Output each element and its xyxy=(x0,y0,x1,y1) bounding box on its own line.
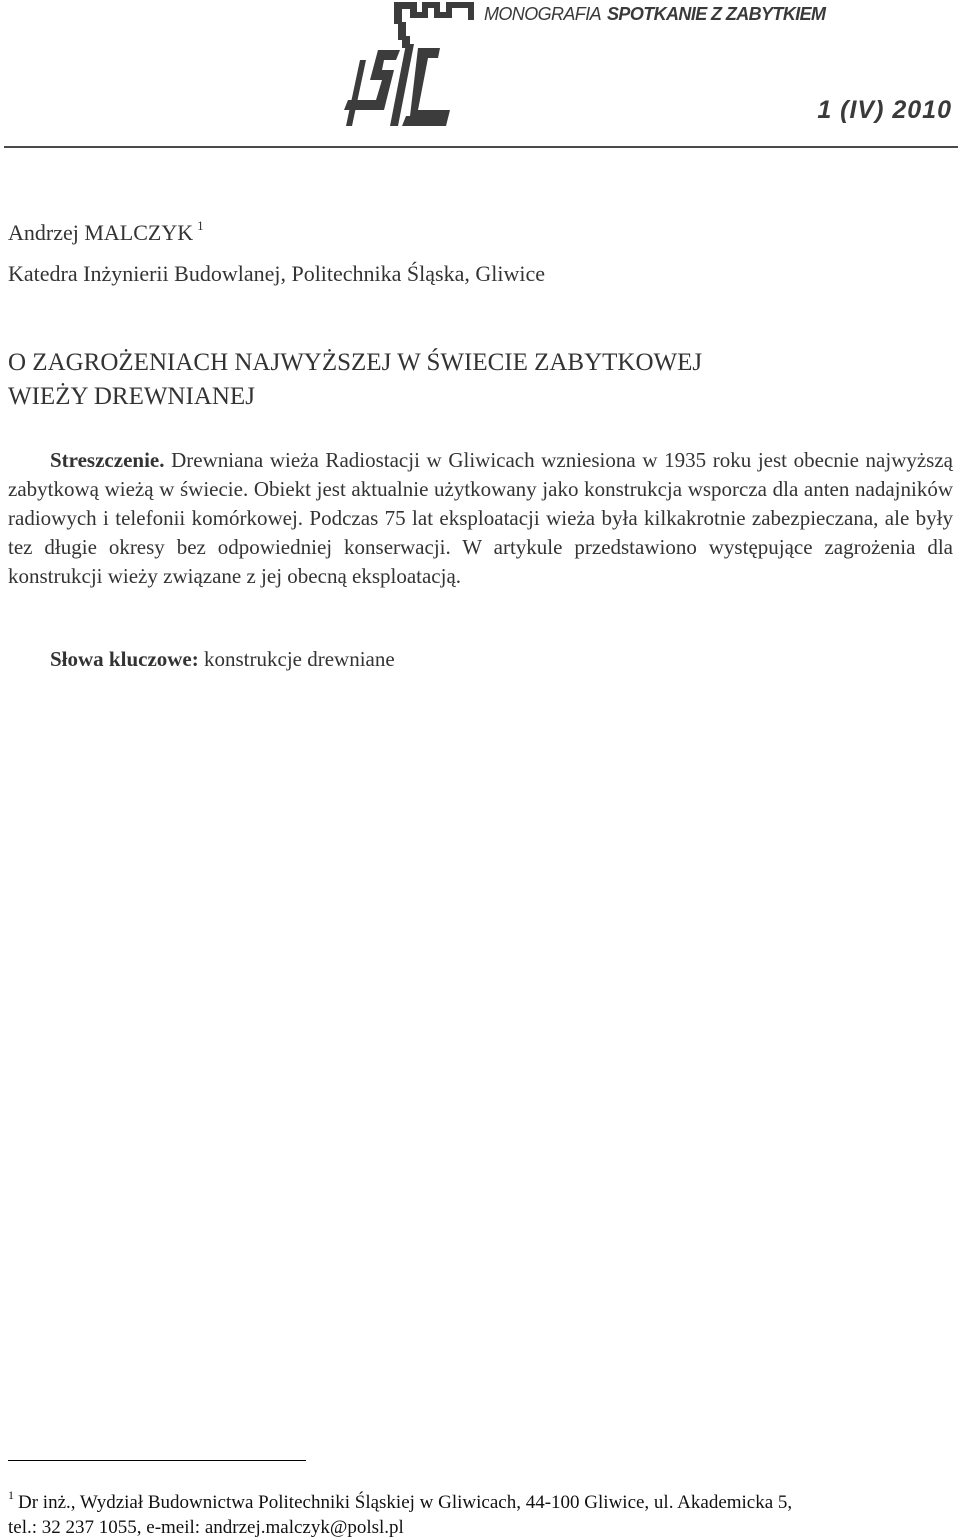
author-line xyxy=(8,218,204,246)
journal-title xyxy=(484,4,825,25)
footnote-line-1 xyxy=(8,1483,938,1515)
footnote-text-1: Dr inż., Wydział Budownictwa Politechniki Śląskiej w Gliwicach, 44-100 Gliwice, ul. Akademicka 5, xyxy=(18,1492,793,1513)
issue-number: 1 (IV) 2010 xyxy=(817,96,952,124)
author-affiliation: Katedra Inżynierii Budowlanej, Politechnika Śląska, Gliwice xyxy=(8,261,546,286)
abstract-label: Streszczenie. xyxy=(50,448,165,472)
keywords xyxy=(50,647,395,672)
paper-title-line-1: O ZAGROŻENIACH NAJWYŻSZEJ W ŚWIECIE ZABYTKOWEJ xyxy=(8,349,703,376)
paper-title-line-2: WIEŻY DREWNIANEJ xyxy=(8,383,255,410)
abstract xyxy=(8,446,953,591)
author-footnote-marker: 1 xyxy=(197,218,204,233)
sz-castle-logo-icon xyxy=(338,0,478,132)
journal-name: SPOTKANIE Z ZABYTKIEM xyxy=(607,4,826,24)
journal-series: MONOGRAFIA xyxy=(484,4,602,24)
keywords-label: Słowa kluczowe: xyxy=(50,647,199,671)
paper-title xyxy=(8,346,908,414)
footnote xyxy=(8,1483,938,1540)
footnote-divider xyxy=(8,1460,306,1461)
footnote-line-2: tel.: 32 237 1055, e-meil: andrzej.malczyk@polsl.pl xyxy=(8,1517,404,1538)
header-divider xyxy=(4,146,958,148)
logo-graphic xyxy=(338,0,478,132)
keywords-text: konstrukcje drewniane xyxy=(204,647,395,671)
abstract-text: Drewniana wieża Radiostacji w Gliwicach wzniesiona w 1935 roku jest obecnie najwyższą zabytkową wieżą w świecie. Obiekt jest aktualnie użytkowany jako konstrukcja wsporcza dla anten nadajników radiowych i telefonii komórkowej. Podczas 75 lat eksploatacji wieża była kilkakrotnie zabezpieczana, ale były tez długie okresy bez odpowiedniej konserwacji. W artykule przedstawiono występujące zagrożenia dla konstrukcji wieży związane z jej obecną eksploatacją. xyxy=(8,448,953,588)
footnote-marker: 1 xyxy=(8,1488,14,1502)
author-name: Andrzej MALCZYK xyxy=(8,220,194,245)
